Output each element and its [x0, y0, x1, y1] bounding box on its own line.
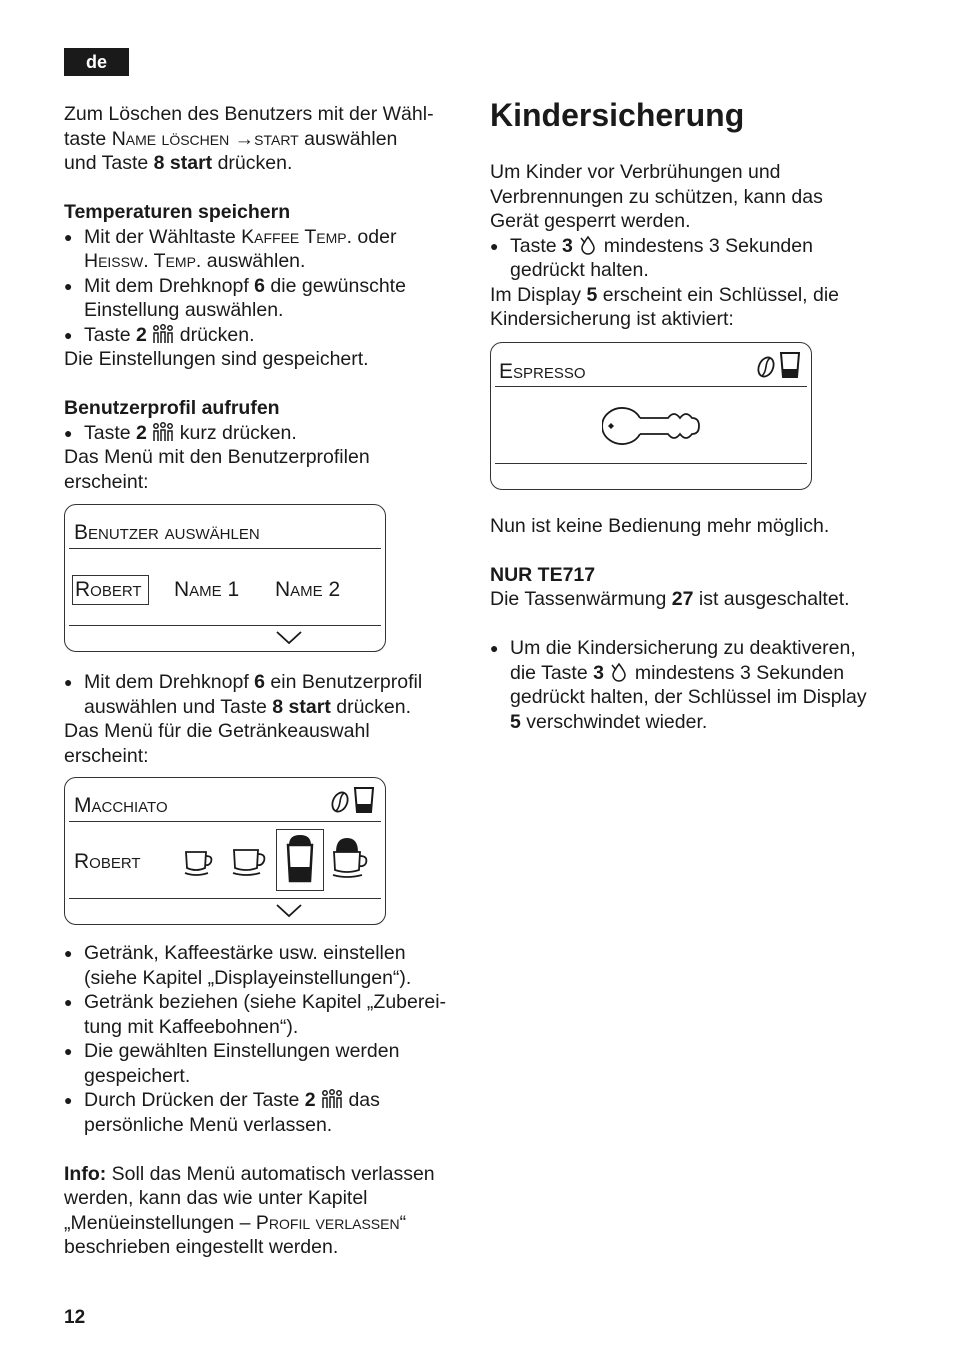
chevron-down-icon	[276, 631, 302, 645]
user-option-name-1[interactable]: Name 1	[174, 578, 240, 601]
profile-heading: Benutzerprofil aufrufen	[64, 397, 280, 419]
display-key-text: Im Display 5 erscheint ein Schlüssel, die Kindersicherung ist aktiviert:	[490, 283, 840, 330]
coffee-bean-icon	[756, 355, 776, 379]
language-badge: de	[64, 48, 129, 76]
temp-bullet-2: ● Mit dem Drehknopf 6 die gewünschte Einstellung auswählen.	[64, 274, 469, 323]
drink-menu-text: Das Menü für die Getränkeauswahl erscheint:	[64, 720, 370, 767]
display-title: Macchiato	[74, 794, 168, 817]
drop-icon	[609, 662, 629, 682]
macchiato-glass-icon	[285, 833, 315, 885]
coffee-cup-icon[interactable]	[231, 846, 269, 878]
user-option-robert[interactable]: Robert	[72, 575, 149, 605]
chevron-down-icon	[276, 904, 302, 918]
display-child-lock	[490, 342, 812, 490]
cappuccino-cup-icon[interactable]	[331, 834, 371, 880]
cup-level-icon	[353, 786, 375, 814]
profile-bullet: ● Taste 2 kurz drücken.	[64, 421, 469, 446]
delete-user-paragraph: Zum Löschen des Benutzers mit der Wähl- taste Name löschen →start auswählen und Taste 8 start drücken.	[64, 103, 434, 174]
cup-level-icon	[779, 351, 801, 379]
user-option-name-2[interactable]: Name 2	[275, 578, 341, 601]
user-profile-icon	[321, 1089, 343, 1109]
temp-heading: Temperaturen speichern	[64, 201, 291, 223]
list-bullet-2: ● Getränk beziehen (siehe Kapitel „Zuberei- tung mit Kaffeebohnen“).	[64, 990, 469, 1039]
macchiato-selected-box[interactable]	[276, 829, 324, 891]
cup-warmer-text: Die Tassenwärmung 27 ist ausgeschaltet.	[490, 588, 850, 610]
list-bullet-4: ● Durch Drücken der Taste 2 das persönliche Menü verlassen.	[64, 1088, 469, 1137]
no-operation-text: Nun ist keine Bedienung mehr möglich.	[490, 514, 830, 537]
list-bullet-1: ● Getränk, Kaffeestärke usw. einstellen (siehe Kapitel „Displayeinstellungen“).	[64, 941, 469, 990]
section-heading: Kindersicherung	[490, 97, 745, 133]
coffee-bean-icon	[330, 790, 350, 814]
temp-bullet-1: ● Mit der Wähltaste Kaffee Temp. oder Heissw. Temp. auswählen.	[64, 225, 469, 274]
intro-paragraph: Um Kinder vor Verbrühungen und Verbrennungen zu schützen, kann das Gerät gesperrt werden.	[490, 161, 823, 232]
user-profile-icon	[152, 422, 174, 442]
list-bullet-3: ● Die gewählten Einstellungen werden gespeichert.	[64, 1039, 469, 1088]
user-name-label: Robert	[74, 850, 141, 873]
right-column	[490, 96, 890, 734]
left-column	[64, 102, 469, 1260]
page-number: 12	[64, 1307, 86, 1328]
drop-icon	[578, 235, 598, 255]
espresso-cup-icon[interactable]	[183, 848, 217, 878]
lock-bullet: ● Taste 3 mindestens 3 Sekunden gedrückt halten.	[490, 234, 890, 283]
display-title: Benutzer auswählen	[74, 521, 260, 544]
user-profile-icon	[152, 324, 174, 344]
temp-bullet-3: ● Taste 2 drücken.	[64, 323, 469, 348]
model-note-heading: NUR TE717	[490, 563, 596, 586]
key-icon	[602, 404, 702, 448]
select-bullet: ● Mit dem Drehknopf 6 ein Benutzerprofil auswählen und Taste 8 start drücken.	[64, 670, 469, 719]
temp-saved: Die Einstellungen sind gespeichert.	[64, 348, 369, 370]
display-drink-select	[64, 777, 386, 925]
info-paragraph: Info: Soll das Menü automatisch verlassen werden, kann das wie unter Kapitel „Menüeinstellungen – Profil verlassen“ beschrieben eingestellt werden.	[64, 1162, 435, 1258]
profile-menu-text: Das Menü mit den Benutzerprofilen erscheint:	[64, 446, 370, 493]
display-user-select	[64, 504, 386, 652]
unlock-bullet: ● Um die Kindersicherung zu deaktiveren, die Taste 3 mindestens 3 Sekunden gedrückt halten, der Schlüssel im Display 5 verschwindet wieder.	[490, 636, 890, 734]
display-title: Espresso	[499, 359, 586, 383]
